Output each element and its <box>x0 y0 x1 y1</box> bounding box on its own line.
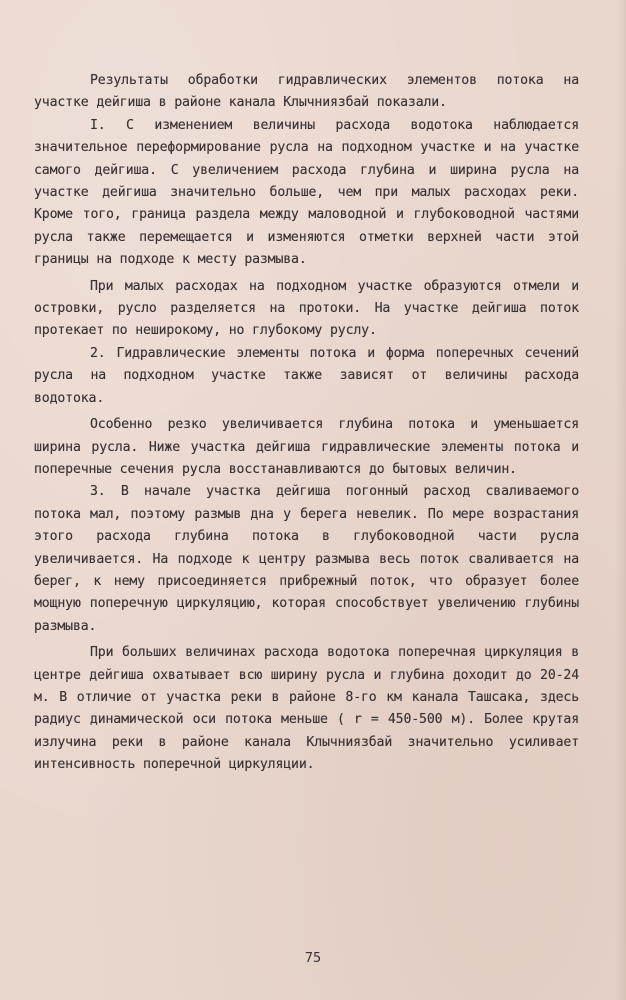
paragraph-intro: Результаты обработки гидравлических элементов потока на участке дейгиша в районе канала Клычниязбай показали. <box>34 73 579 111</box>
page-edge-shadow <box>616 0 626 1000</box>
paragraph-point-2: 2. Гидравлические элементы потока и форма поперечных сечений русла на подходном участке также зависят от величины расхода водотока. <box>34 345 579 406</box>
paragraph-low-discharge: При малых расходах на подходном участке образуются отмели и островки, русло разделяется на протоки. На участке дейгиша поток протекает по неширокому, но глубокому руслу. <box>34 278 579 339</box>
body-text <box>34 70 579 777</box>
paragraph-point-3: 3. В начале участка дейгиша погонный расход сваливаемого потока мал, поэтому размыв дна у берега невелик. По мере возрастания этого расхода глубина потока в глубоководной части русла увеличивается. На подходе к центру размыва весь поток сваливается на берег, к нему присоединяется прибрежный поток, что образует более мощную поперечную циркуляцию, которая способствует увеличению глубины размыва. <box>34 484 579 634</box>
page-number: 75 <box>304 950 322 966</box>
paragraph-point-1: I. С изменением величины расхода водотока наблюдается значительное переформирование русла на подходном участке и на участке самого дейгиша. С увеличением расхода глубина и ширина русла на участке дейгиша значительно больше, чем при малых расходах реки. Кроме того, граница раздела между маловодной и глубоководной частями русла также перемещается и изменяются отметки верхней части этой границы на подходе к месту размыва. <box>34 117 579 268</box>
paragraph-large-discharge: При больших величинах расхода водотока поперечная циркуляция в центре дейгиша охватывает всю ширину русла и глубина доходит до 20-24 м. В отличие от участка реки в районе 8-го км канала Ташсака, здесь радиус динамической оси потока меньше ( r = 450-500 м). Более крутая излучина реки в районе канала Клычниязбай значительно усиливает интенсивность поперечной циркуляции. <box>34 645 579 773</box>
paragraph-depth-increase: Особенно резко увеличивается глубина потока и уменьшается ширина русла. Ниже участка дейгиша гидравлические элементы потока и поперечные сечения русла восстанавливаются до бытовых величин. <box>34 417 579 477</box>
